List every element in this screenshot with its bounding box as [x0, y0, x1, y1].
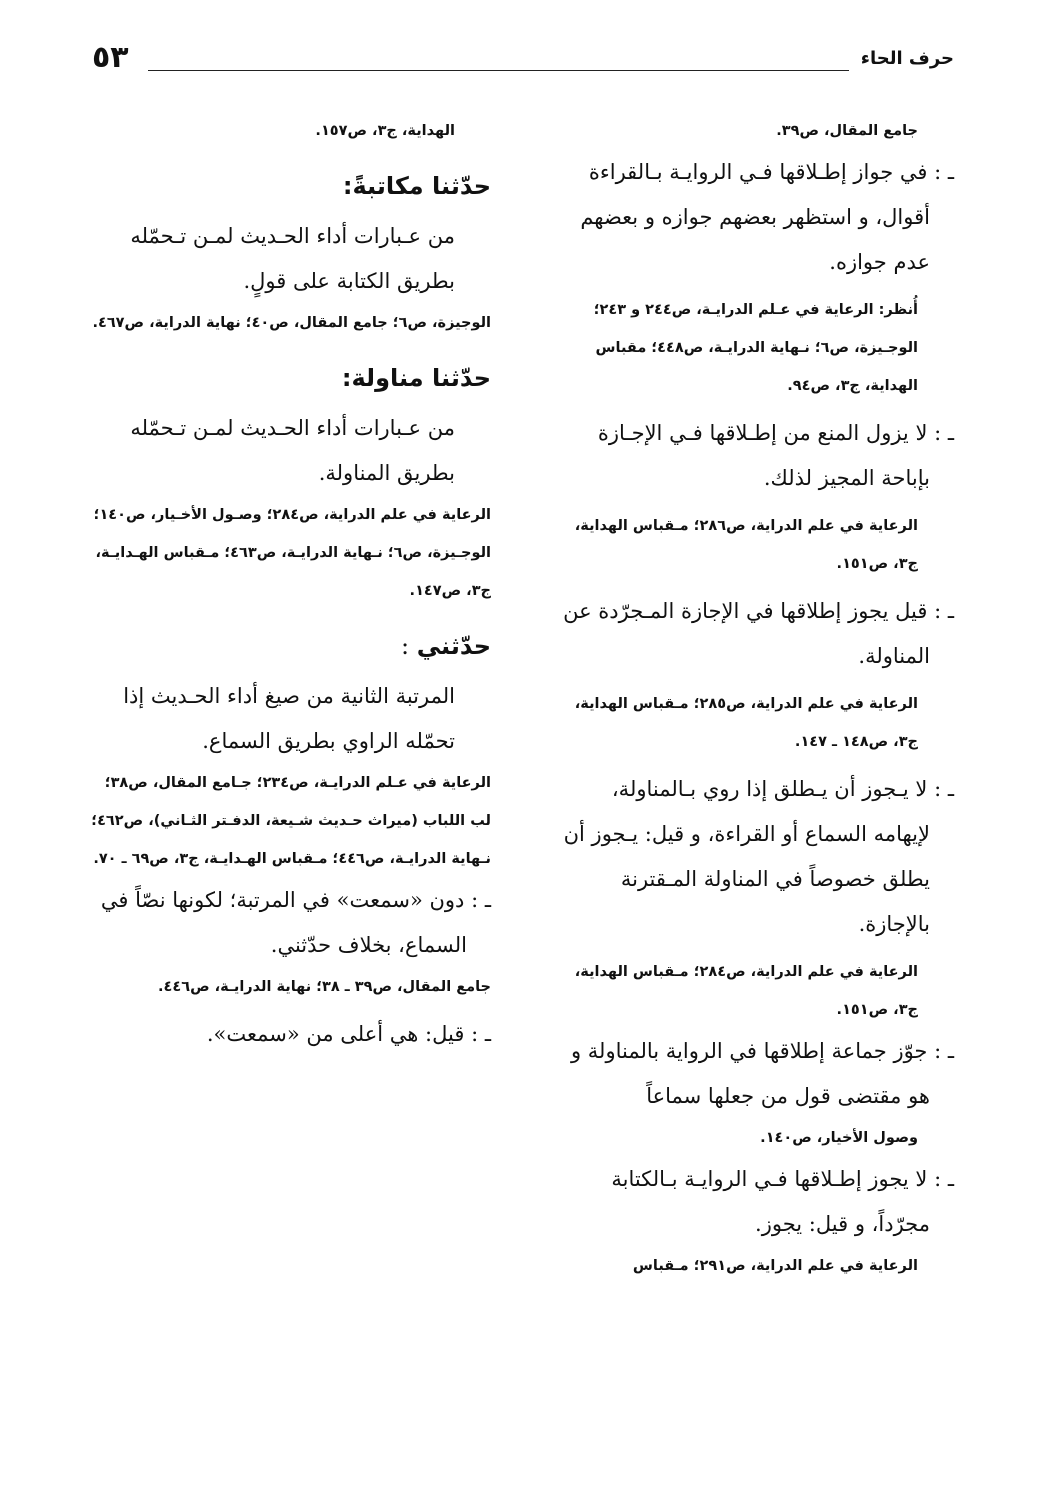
reference: وصول الأخيار، ص١٤٠. [760, 1130, 918, 1146]
reference: أُنظر: الرعاية في عـلم الدرايـة، ص٢٤٤ و ٢٤٣؛ الوجـيزة، ص٦؛ نـهاية الدرايـة، ص٤٤٨؛ مقباس الهداية، ج٣، ص٩٤. [593, 302, 918, 394]
reference: الرعاية في علم الدراية، ص٢٨٦؛ مـقباس الهداية، ج٣، ص١٥١. [574, 518, 918, 572]
entry-text: ـ : قيل يجوز إطلاقها في الإجازة المـجرّدة عن المناولة. [563, 599, 954, 668]
heading-colon: : [401, 632, 417, 660]
entry-text: ـ : في جواز إطـلاقها فـي الروايـة بـالقراءة أقوال، و استظهر بعضهم جوازه و بعضهم عدم جوازه. [580, 160, 954, 274]
reference: جامع المقال، ص٣٩ ـ ٣٨؛ نهاية الدرايـة، ص٤٤٦. [157, 979, 491, 995]
entry-text: ـ : لا يزول المنع من إطـلاقها فـي الإجـازة بإباحة المجيز لذلك. [597, 421, 954, 490]
reference: الرعاية في علم الدراية، ص٢٨٤؛ مـقباس الهداية، ج٣، ص١٥١. [574, 964, 918, 1018]
entry-heading: حدّثنا مناولة: [341, 364, 491, 392]
entry-text: ـ : دون «سمعت» في المرتبة؛ لكونها نصّاً في السماع، بخلاف حدّثني. [100, 888, 491, 957]
entry-text: المرتبة الثانية من صيغ أداء الحـديث إذا تحمّله الراوي بطريق السماع. [123, 684, 455, 753]
entry-text: ـ : لا يجوز إطـلاقها فـي الروايـة بـالكتابة مجرّداً، و قيل: يجوز. [611, 1167, 954, 1236]
entry-text: من عـبارات أداء الحـديث لمـن تـحمّله بطريق الكتابة على قولٍ. [130, 224, 455, 293]
reference: الهداية، ج٣، ص١٥٧. [315, 123, 455, 139]
reference: جامع المقال، ص٣٩. [776, 123, 918, 139]
left-column [91, 112, 491, 1057]
reference: الرعاية في علم الدراية، ص٢٨٥؛ مـقباس الهداية، ج٣، ص١٤٨ ـ ١٤٧. [574, 696, 918, 750]
entry-heading: حدّثنا مكاتبةً: [342, 172, 491, 200]
entry-text: ـ : قيل: هي أعلى من «سمعت». [206, 1022, 491, 1046]
header-rule [148, 70, 849, 71]
right-column [562, 112, 954, 1285]
entry-text: ـ : جوّز جماعة إطلاقها في الرواية بالمناولة و هو مقتضى قول من جعلها سماعاً [570, 1039, 954, 1108]
entry-heading [91, 624, 491, 668]
chapter-title: حرف الحاء [860, 48, 954, 69]
heading-word: حدّثني [416, 632, 491, 660]
page-number: ٥٣ [92, 40, 129, 75]
entry-text: من عـبارات أداء الحـديث لمـن تـحمّله بطريق المناولة. [130, 416, 455, 485]
reference: الرعاية في علم الدراية، ص٢٨٤؛ وصـول الأخـيار، ص١٤٠؛ الوجـيزة، ص٦؛ نـهاية الدرايـة، ص٤٦٣؛ مـقباس الهـدايـة، ج٣، ص١٤٧. [93, 507, 491, 599]
entry-text: ـ : لا يـجوز أن يـطلق إذا روي بـالمناولة، لإيهامه السماع أو القراءة، و قيل: يـجوز أن يطلق خصوصاً في المناولة المـقترنة بالإجازة. [563, 777, 954, 936]
page-header [92, 36, 954, 86]
reference: الرعاية في علم الدراية، ص٢٩١؛ مـقباس [632, 1258, 918, 1274]
reference: الوجيزة، ص٦؛ جامع المقال، ص٤٠؛ نهاية الدراية، ص٤٦٧. [92, 315, 491, 331]
reference: الرعاية في عـلم الدرايـة، ص٢٣٤؛ جـامع المقال، ص٣٨؛ لب اللباب (ميراث حـديث شـيعة، الدفـتر الثـاني)، ص٤٦٢؛ نـهاية الدرايـة، ص٤٤٦؛ مـقباس الهـدايـة، ج٣، ص٦٩ ـ ٧٠. [91, 775, 491, 867]
